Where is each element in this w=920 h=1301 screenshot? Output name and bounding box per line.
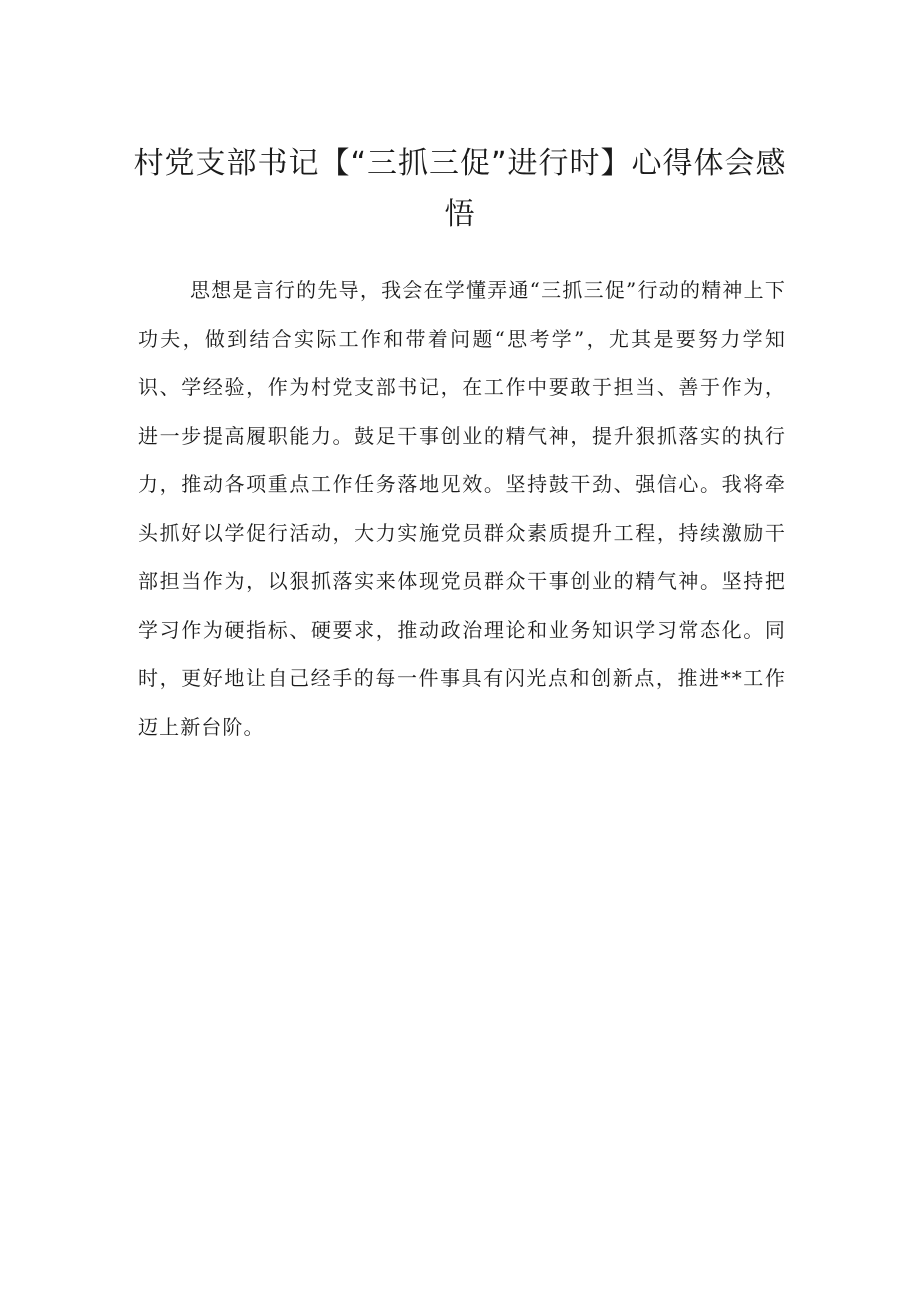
document-title: 村党支部书记【“三抓三促”进行时】心得体会感悟 [133,146,787,232]
body-paragraph: 思想是言行的先导，我会在学懂弄通“三抓三促”行动的精神上下功夫，做到结合实际工作和带着问题“思考学”，尤其是要努力学知识、学经验，作为村党支部书记，在工作中要敢于担当、善于作为，进一步提高履职能力。鼓足干事创业的精气神，提升狠抓落实的执行力，推动各项重点工作任务落地见效。坚持鼓干劲、强信心。我将牵头抓好以学促行活动，大力实施党员群众素质提升工程，持续激励干部担当作为，以狠抓落实来体现党员群众干事创业的精气神。坚持把学习作为硬指标、硬要求，推动政治理论和业务知识学习常态化。同时，更好地让自己经手的每一件事具有闪光点和创新点，推进**工作迈上新台阶。 [138,278,786,739]
